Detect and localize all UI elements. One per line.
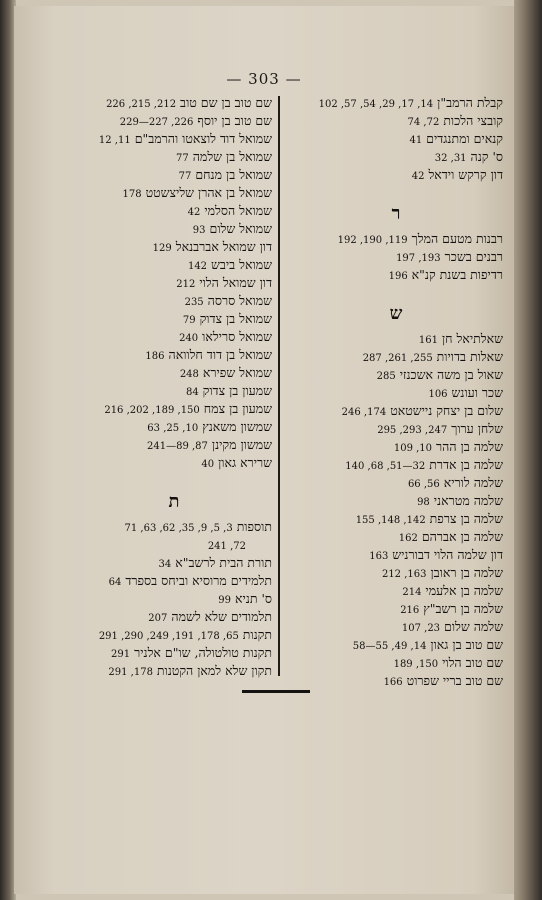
entry-name: תקון שלא למאן הקטנות (156, 663, 272, 678)
entry-name: שלמה בן אדרת (429, 457, 503, 472)
entry-page-refs: 72, 74 (407, 117, 440, 128)
index-entry (76, 130, 272, 148)
entry-name: שמעון בן צמח (203, 401, 272, 416)
entry-name: שמואל סרסה (207, 293, 272, 308)
entry-page-refs: 129 (152, 243, 172, 254)
entry-name: תורת הבית לרשב"א (175, 555, 272, 570)
entry-page-refs: 247, 293, 295 (377, 425, 448, 436)
entry-page-refs: 65, 178, 191, 249, 290, 291 (98, 631, 239, 642)
entry-page-refs: 162 (398, 533, 418, 544)
section-gap (289, 284, 503, 298)
entry-page-refs: 212 (176, 279, 196, 290)
index-entry (76, 220, 272, 238)
entry-page-refs: 3, 5, 9, 35, 62, 63, 71 (124, 523, 233, 534)
index-entry (289, 456, 503, 474)
index-entry (76, 202, 272, 220)
index-entry (289, 148, 503, 166)
index-entry (76, 292, 272, 310)
index-entry (76, 364, 272, 382)
index-entry (76, 536, 272, 554)
index-entry (76, 238, 272, 256)
entry-page-refs: 84 (185, 387, 199, 398)
entry-name: שלמה לוריא (443, 475, 503, 490)
entry-page-refs: 226, 227—229 (119, 117, 194, 128)
entry-name: שם טוב בן גאון (430, 637, 503, 652)
section-letter: ש (389, 303, 403, 324)
index-entry (289, 492, 503, 510)
index-entry (76, 662, 272, 680)
entry-name: שמואל שפירא (202, 365, 272, 380)
index-entry (289, 528, 503, 546)
entry-name: שמואל שלום (209, 221, 272, 236)
entry-page-refs: 23, 107 (401, 623, 441, 634)
entry-page-refs: 142 (187, 261, 208, 272)
book-spine-edge (514, 0, 542, 900)
index-entry (76, 94, 272, 112)
entry-page-refs: 150, 189 (393, 659, 439, 670)
index-entry (76, 346, 272, 364)
entry-page-refs: 99 (218, 595, 232, 606)
index-entry (76, 256, 272, 274)
index-entry (76, 328, 272, 346)
entry-name: שמואל בן אהרן שליצשטט (145, 185, 272, 200)
index-entry (289, 402, 503, 420)
entry-page-refs: 193, 197 (396, 253, 441, 264)
entry-page-refs: 174, 246 (341, 407, 387, 418)
index-entry (289, 230, 503, 248)
index-entry (76, 608, 272, 626)
entry-name: דון שמואל הלוי (199, 275, 272, 290)
entry-page-refs: 31, 32 (434, 153, 467, 164)
entry-name: שמעון בן צדוק (202, 383, 272, 398)
entry-name: רבנים בשכר (444, 249, 503, 264)
entry-name: רדיפות בשנת קנ"א (411, 267, 503, 282)
index-entry (289, 112, 503, 130)
entry-name: שאלתיאל חן (441, 331, 503, 346)
section-gap (289, 184, 503, 198)
index-entry (289, 564, 503, 582)
section-letter: ר (391, 203, 401, 224)
page-number: — 303 — (226, 70, 302, 88)
index-entry (76, 112, 272, 130)
entry-name: שמואל ביבש (211, 257, 272, 272)
entry-page-refs: 98 (417, 497, 430, 508)
entry-page-refs: 41 (409, 135, 423, 146)
entry-page-refs: 56, 66 (407, 479, 440, 490)
entry-name: שמואל הסלמי (204, 203, 272, 218)
index-entry (289, 384, 503, 402)
entry-page-refs: 34 (158, 559, 172, 570)
index-entry (76, 166, 272, 184)
index-entry (289, 618, 503, 636)
entry-page-refs: 77 (178, 171, 192, 182)
entry-name: שם טוב הלוי (442, 655, 503, 670)
entry-page-refs: 32—51, 68, 140 (345, 461, 426, 472)
entry-page-refs: 150, 189, 202, 216 (104, 405, 200, 416)
index-entry (289, 654, 503, 672)
entry-page-refs: 10, 109 (393, 443, 433, 454)
entry-name: ס' תניא (235, 591, 272, 606)
entry-name: שמואל בן צדוק (199, 311, 272, 326)
index-entry (289, 636, 503, 654)
entry-name: דון שמואל אברבנאל (175, 239, 272, 254)
index-entry (76, 626, 272, 644)
entry-page-refs: 14, 17, 29, 54, 57, 102 (318, 99, 434, 110)
entry-page-refs: 10, 25, 63 (147, 423, 199, 434)
entry-page-refs: 72, 241 (207, 541, 246, 552)
index-entry (76, 400, 272, 418)
entry-page-refs: 161 (418, 335, 438, 346)
index-entry (289, 510, 503, 528)
entry-page-refs: 178 (122, 189, 142, 200)
entry-page-refs: 106 (428, 389, 448, 400)
entry-name: שלמה בן רשב"ץ (423, 601, 503, 616)
entry-page-refs: 40 (201, 459, 215, 470)
index-entry (289, 94, 503, 112)
index-entry (289, 166, 503, 184)
entry-page-refs: 186 (145, 351, 165, 362)
index-entry (289, 438, 503, 456)
entry-name: שלחן ערוך (451, 421, 503, 436)
entry-name: תלמודים שלא לשמה (171, 609, 272, 624)
end-rule (242, 690, 310, 693)
index-entry (76, 382, 272, 400)
entry-name: שלמה בן ההר (436, 439, 503, 454)
entry-name: שמואל בן מנחם (195, 167, 272, 182)
entry-page-refs: 285 (376, 371, 396, 382)
entry-name: שלמה בן צרפת (429, 511, 503, 526)
entry-name: שאול בן משה אשכנזי (399, 367, 503, 382)
index-entry (289, 130, 503, 148)
entry-page-refs: 77 (176, 153, 189, 164)
entry-name: שכר ועונש (451, 385, 503, 400)
entry-page-refs: 166 (383, 677, 403, 688)
entry-name: שמשון מקינן (211, 437, 272, 452)
entry-page-refs: 214 (402, 587, 422, 598)
entry-page-refs: 212, 215, 226 (106, 99, 177, 110)
index-entry (289, 582, 503, 600)
index-entry (76, 418, 272, 436)
index-entry (76, 554, 272, 572)
section-gap (76, 472, 272, 486)
entry-name: שלמה שלום (444, 619, 503, 634)
index-entry (289, 266, 503, 284)
entry-name: שלמה בן אלעמי (425, 583, 503, 598)
index-entry (289, 420, 503, 438)
entry-name: שם טוב בריי שפרוט (406, 673, 503, 688)
entry-page-refs: 163, 212 (381, 569, 427, 580)
column-divider (278, 96, 280, 676)
entry-name: שרירא גאון (218, 455, 272, 470)
index-entry (289, 248, 503, 266)
entry-name: תלמידים מרוסיא וביחס בספרד (125, 573, 272, 588)
index-entry (76, 518, 272, 536)
entry-page-refs: 216 (400, 605, 420, 616)
entry-page-refs: 93 (192, 225, 206, 236)
entry-name: שמואל בן שלמה (192, 149, 272, 164)
entry-page-refs: 196 (388, 271, 408, 282)
entry-page-refs: 42 (411, 171, 425, 182)
entry-name: שם טוב בן שם טוב (180, 95, 272, 110)
index-entry (289, 600, 503, 618)
entry-page-refs: 119, 190, 192 (337, 235, 408, 246)
entry-name: תקנות (242, 627, 272, 642)
entry-page-refs: 291 (111, 649, 131, 660)
index-entry (289, 348, 503, 366)
entry-name: שאלות בדויות (436, 349, 503, 364)
entry-page-refs: 14, 49, 55—58 (352, 641, 427, 652)
index-entry (76, 644, 272, 662)
entry-page-refs: 240 (179, 333, 199, 344)
entry-page-refs: 64 (108, 577, 122, 588)
entry-name: שלמה מטראני (433, 493, 503, 508)
index-entry (289, 546, 503, 564)
index-entry (289, 474, 503, 492)
index-column-left (76, 94, 272, 680)
entry-name: שמשון משאנץ (202, 419, 272, 434)
index-entry (76, 436, 272, 454)
index-entry (76, 184, 272, 202)
entry-name: שם טוב בן יוסף (197, 113, 272, 128)
entry-name: קנאים ומתנגדים (426, 131, 503, 146)
entry-name: דון שלמה הלוי דבורניש (392, 547, 503, 562)
section-letter: ת (168, 491, 180, 512)
entry-name: רבנות מטעם המלך (411, 231, 503, 246)
index-column-right (289, 94, 503, 690)
entry-page-refs: 42 (187, 207, 201, 218)
entry-page-refs: 255, 261, 287 (362, 353, 433, 364)
entry-name: שלום בן יצחק ניישטאט (390, 403, 503, 418)
entry-name: קבלת הרמב"ן (437, 95, 503, 110)
entry-page-refs: 235 (184, 297, 204, 308)
entry-name: שלמה בן ראובן (430, 565, 503, 580)
entry-name: שמואל סרילאו (202, 329, 272, 344)
entry-name: ס' קנה (470, 149, 503, 164)
index-entry (76, 572, 272, 590)
entry-name: תוספות (236, 519, 272, 534)
entry-page-refs: 248 (179, 369, 199, 380)
index-entry (289, 672, 503, 690)
entry-page-refs: 142, 148, 155 (355, 515, 426, 526)
entry-page-refs: 79 (182, 315, 196, 326)
index-entry (289, 330, 503, 348)
entry-page-refs: 87, 89—241 (146, 441, 208, 452)
index-entry (76, 148, 272, 166)
entry-name: קובצי הלכות (443, 113, 503, 128)
entry-page-refs: 178, 291 (108, 667, 153, 678)
index-entry (76, 590, 272, 608)
entry-name: שלמה בן אברהם (421, 529, 503, 544)
paper-sheet (14, 6, 514, 894)
entry-page-refs: 163 (369, 551, 389, 562)
entry-name: תקנות טולטולה, שו"ם אלניר (134, 645, 272, 660)
index-entry (76, 310, 272, 328)
index-entry (76, 454, 272, 472)
entry-page-refs: 11, 12 (98, 135, 131, 146)
entry-name: שמואל בן דוד חלוואה (168, 347, 272, 362)
index-entry (289, 366, 503, 384)
index-entry (76, 274, 272, 292)
entry-page-refs: 207 (148, 613, 168, 624)
entry-name: שמואל דוד לוצאטו והרמב"ם (134, 131, 272, 146)
entry-name: דון קרקש וידאל (428, 167, 503, 182)
